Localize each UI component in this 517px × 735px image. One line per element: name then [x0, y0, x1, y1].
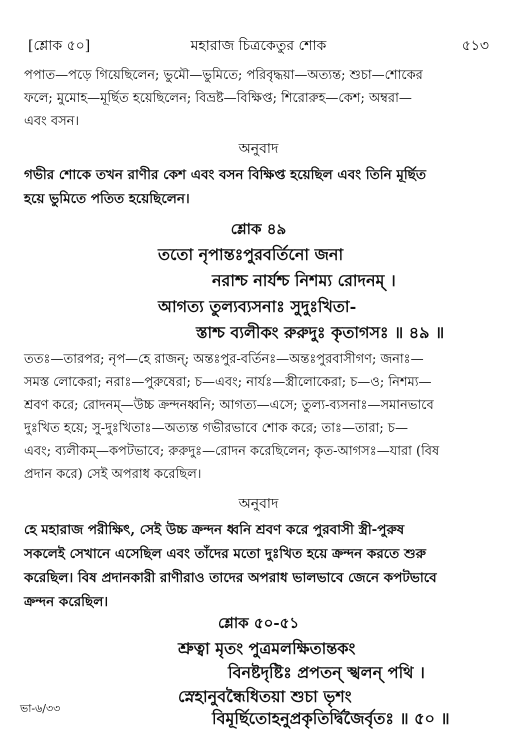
translation-heading: অনুবাদ	[238, 496, 279, 512]
translation-line: হে মহারাজ পরীক্ষিৎ, সেই উচ্চ ক্রন্দন ধ্বনি শ্রবণ করে পুরবাসী স্ত্রী-পুরুষ	[24, 522, 405, 538]
word-meanings-48	[24, 64, 491, 133]
translation-line: করেছিল। বিষ প্রদানকারী রাণীরাও তাদের অপরাধ ভালভাবে জেনে কপটভাবে	[24, 570, 437, 586]
header-verse-ref: [শ্লোক ৫০]	[28, 38, 91, 54]
page-footer-signature: ভা-৬/৩৩	[20, 702, 61, 715]
translation-49	[24, 518, 491, 614]
verse-line: ততো নৃপান্তঃপুরবর্তিনো জনা	[158, 245, 344, 264]
verse-line: স্তাশ্চ ব্যলীকং রুরুদুঃ কৃতাগসঃ ॥ ৪৯ ॥	[196, 323, 445, 342]
gloss-line: সমস্ত লোকেরা; নরাঃ—পুরুষেরা; চ—এবং; নার্যঃ—স্ত্রীলোকেরা; চ—ও; নিশম্য—	[24, 375, 432, 390]
translation-line: হয়ে ভুমিতে পতিত হয়েছিলেন।	[24, 191, 190, 207]
translation-heading: অনুবাদ	[238, 141, 279, 157]
translation-line: ক্রন্দন করেছিল।	[24, 594, 109, 610]
gloss-line: এবং; ব্যলীকম্—কপটভাবে; রুরুদুঃ—রোদন করেছিলেন; কৃত-আগসঃ—যারা (বিষ	[24, 444, 440, 459]
verse-line: বিমূর্ছিতোহনুপ্রকৃতির্দ্বিজৈর্বৃতঃ ॥ ৫০ ॥	[212, 709, 450, 728]
translation-line: সকলেই সেখানে এসেছিল এবং তাঁদের মতো দুঃখিত হয়ে ক্রন্দন করতে শুরু	[24, 546, 426, 562]
gloss-line: দুঃখিত হয়ে; সু-দুঃখিতাঃ—অত্যন্ত গভীরভাবে শোক করে; তাঃ—তারা; চ—	[24, 421, 408, 436]
verse-line: নরাশ্চ নার্যশ্চ নিশম্য রোদনম্ ।	[212, 271, 396, 290]
word-meanings-49	[24, 348, 491, 486]
header-page-number: ৫১৩	[461, 38, 489, 54]
verse-line: শ্রুত্বা মৃতং পুত্রমলক্ষিতান্তকং	[178, 639, 356, 658]
gloss-line: ফলে; মুমোহ—মূর্ছিত হয়েছিলেন; বিভ্রষ্ট—বিক্ষিপ্ত; শিরোরুহ—কেশ; অম্বরা—	[24, 91, 412, 106]
verse-line: আগত্য তুল্যব্যসনাঃ সুদুঃখিতা-	[158, 297, 357, 316]
gloss-line: প্রদান করে) সেই অপরাধ করেছিল।	[24, 467, 202, 482]
gloss-line: পপাত—পড়ে গিয়েছিলেন; ভুমৌ—ভুমিতে; পরিবৃদ্ধয়া—অত্যন্ত; শুচা—শোকের	[24, 68, 423, 83]
header-chapter-title: মহারাজ চিত্রকেতুর শোক	[190, 38, 327, 54]
verse-line: স্নেহানুবন্ধৈধিতয়া শুচা ভৃশং	[178, 687, 352, 706]
verse-line: বিনষ্টদৃষ্টিঃ প্রপতন্ স্খলন্ পথি ।	[228, 663, 425, 682]
translation-line: গভীর শোকে তখন রাণীর কেশ এবং বসন বিক্ষিপ্ত হয়েছিল এবং তিনি মূর্ছিত	[24, 167, 426, 183]
verse-title: শ্লোক ৪৯	[230, 220, 287, 238]
gloss-line: শ্রবণ করে; রোদনম্—উচ্চ ক্রন্দনধ্বনি; আগত্য—এসে; তুল্য-ব্যসনাঃ—সমানভাবে	[24, 398, 434, 413]
gloss-line: ততঃ—তারপর; নৃপ—হে রাজন্; অন্তঃপুর-বর্তিনঃ—অন্তঃপুরবাসীগণ; জনাঃ—	[24, 352, 424, 367]
translation-48	[24, 163, 491, 211]
page-header	[28, 34, 489, 58]
verse-title: শ্লোক ৫০-৫১	[217, 614, 300, 632]
gloss-line: এবং বসন।	[24, 114, 80, 129]
